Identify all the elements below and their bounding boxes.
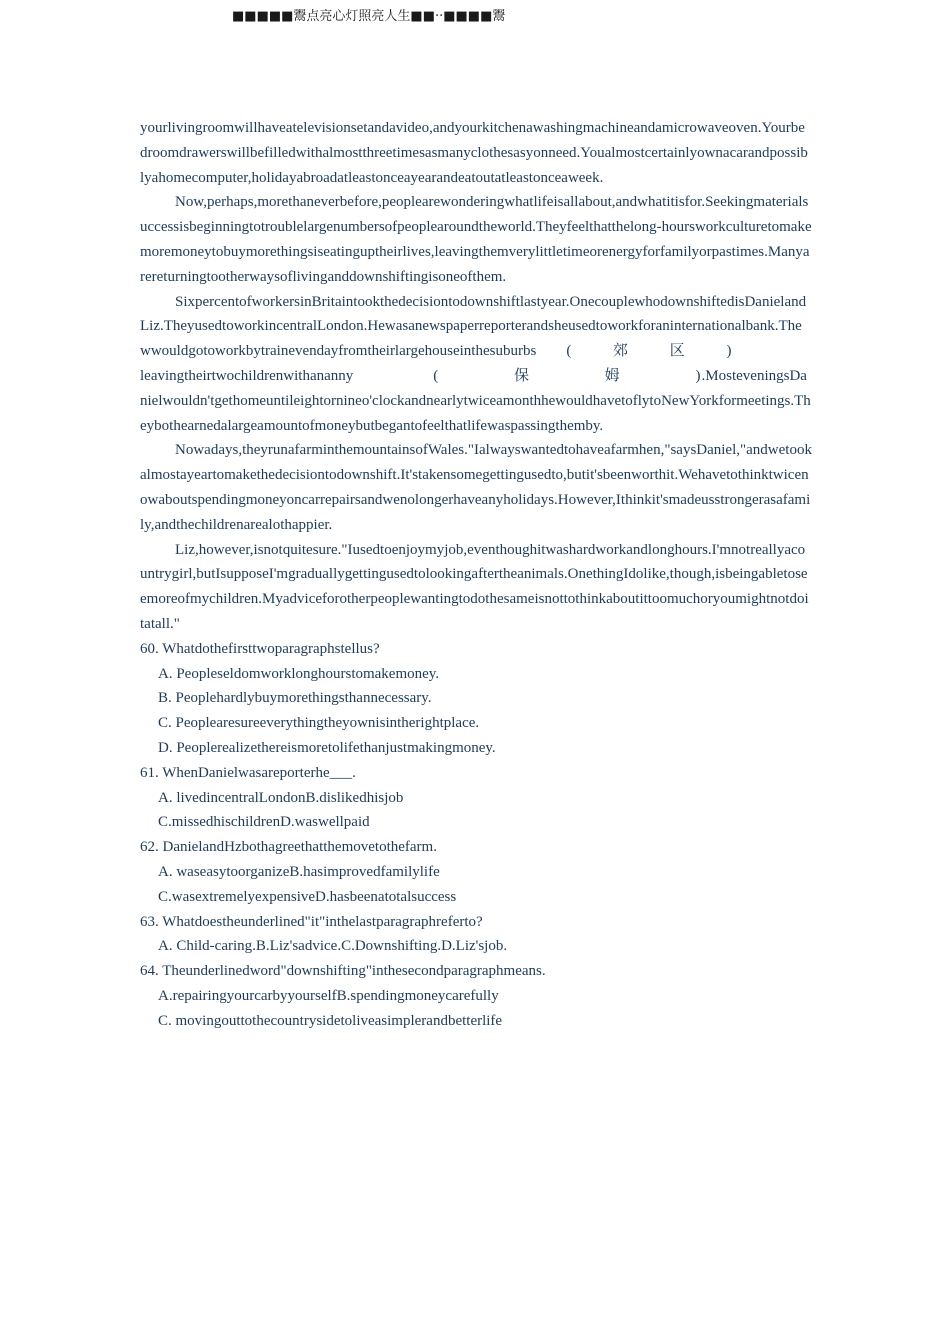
passage-paragraph-3-part-1: SixpercentofworkersinBritaintookthedecisiontodownshiftlastyear.OnecouplewhodownshiftedisDanielandLiz.TheyusedtoworkincentralLondon.Hewasanewspaperreporterandsheusedtoworkforaninternationalbank.Thewwouldgotoworkbytrainevendayfromtheirlargehouseinthesuburbs [140,293,807,360]
document-body [140,116,812,1033]
gloss-nanny: ( 保 姆 ) [433,367,702,384]
passage-paragraph-3 [140,290,812,439]
question-62-options-cd: C.wasextremelyexpensiveD.hasbeenatotalsuccess [158,888,457,905]
question-63-options: A. Child-caring.B.Liz'sadvice.C.Downshifting.D.Liz'sjob. [158,938,508,955]
question-62-options-ab: A. waseasytoorganizeB.hasimprovedfamilylife [158,863,440,880]
question-62-stem: 62. DanielandHzbothagreethatthemovetothefarm. [140,839,437,856]
passage-paragraph-1: yourlivingroomwillhaveatelevisionsetandavideo,andyourkitchenawashingmachineandamicrowaveoven.Yourbedroomdrawerswillbefilledwithalmostthreetimesasmanyclothesasyonneed.Youalmostcertainlyownacarandpossiblyahomecomputer,holidayabroadatleastonceayearandeatoutatleastonceaweek. [140,120,808,186]
question-61-options-ab: A. livedincentralLondonB.dislikedhisjob [158,789,404,806]
question-60-stem: 60. Whatdothefirsttwoparagraphstellus? [140,640,380,657]
passage-paragraph-4: Nowadays,theyrunafarminthemountainsofWales."Ialwayswantedtohaveafarmhen,"saysDaniel,"andwetookalmostayeartomakethedecisiontodownshift.It'stakensomegettingusedto,butit'sbeenworthit.Wehavetothinktwicenowaboutspendingmoneyoncarrepairsandwenolongerhaveanyholidays.However,Ithinkit'smadeusstrongerasafamily,andthechildrenarealothappier. [140,442,812,533]
page-header: ■■■■■鬻点亮心灯照亮人生■■··■■■■鬻 [232,9,506,24]
question-64-option-c: C. movingouttothecountrysidetoliveasimplerandbetterlife [158,1012,503,1029]
gloss-suburbs: ( 郊 区 ) [566,343,733,360]
passage-paragraph-5: Liz,however,isnotquitesure."Iusedtoenjoymyjob,eventhoughitwashardworkandlonghours.I'mnotreallyacountrygirl,butIsupposeI'mgraduallygettingusedtolookingaftertheanimals.OnethingIdolike,though,isbeingabletoseemoreofmychildren.Myadviceforotherpeoplewantingtodothesameisnottothinkaboutittoomuchoryoumightnotdoitatall." [140,541,809,632]
question-64-options-ab: A.repairingyourcarbyyourselfB.spendingmoneycarefully [158,987,499,1004]
question-61-options-cd: C.missedhischildrenD.waswellpaid [158,814,370,831]
question-60-option-a: A. Peopleseldomworklonghourstomakemoney. [158,665,440,682]
question-61-stem: 61. WhenDanielwasareporterhe___. [140,764,356,781]
question-63-stem: 63. Whatdoestheunderlined"it"inthelastparagraphreferto? [140,913,483,930]
question-64-stem: 64. Theunderlinedword"downshifting"inthesecondparagraphmeans. [140,963,546,980]
passage-paragraph-3-part-3: .MosteveningsDanielwouldn'tgethomeuntileightornineo'clockandnearlytwiceamonthhewouldhavetoflytoNewYorkformeetings.Theybothearnedalargeamountofmoneybutbegantofeelthatlifewaspassingthemby. [140,367,811,434]
passage-paragraph-2: Now,perhaps,morethaneverbefore,peoplearewonderingwhatlifeisallabout,andwhatitisfor.Seekingmaterialsuccessisbeginningtotroublelargenumbersofpeoplearoundtheworld.Theyfeelthatthelong-hoursworkculturetomakemoremoneytobuymorethingsiseatinguptheirlives,leavingthemverylittletimeorenergyforfamilyorpastimes.Manyarereturningtootherwaysoflivinganddownshiftingisoneofthem. [140,194,812,285]
question-60-option-b: B. Peoplehardlybuymorethingsthannecessary. [158,690,432,707]
passage-paragraph-3-part-2: leavingtheirtwochildrenwithananny [140,367,354,384]
question-60-option-c: C. Peoplearesureeverythingtheyownisintherightplace. [158,715,480,732]
question-60-option-d: D. Peoplerealizethereismoretolifethanjustmakingmoney. [158,739,496,756]
